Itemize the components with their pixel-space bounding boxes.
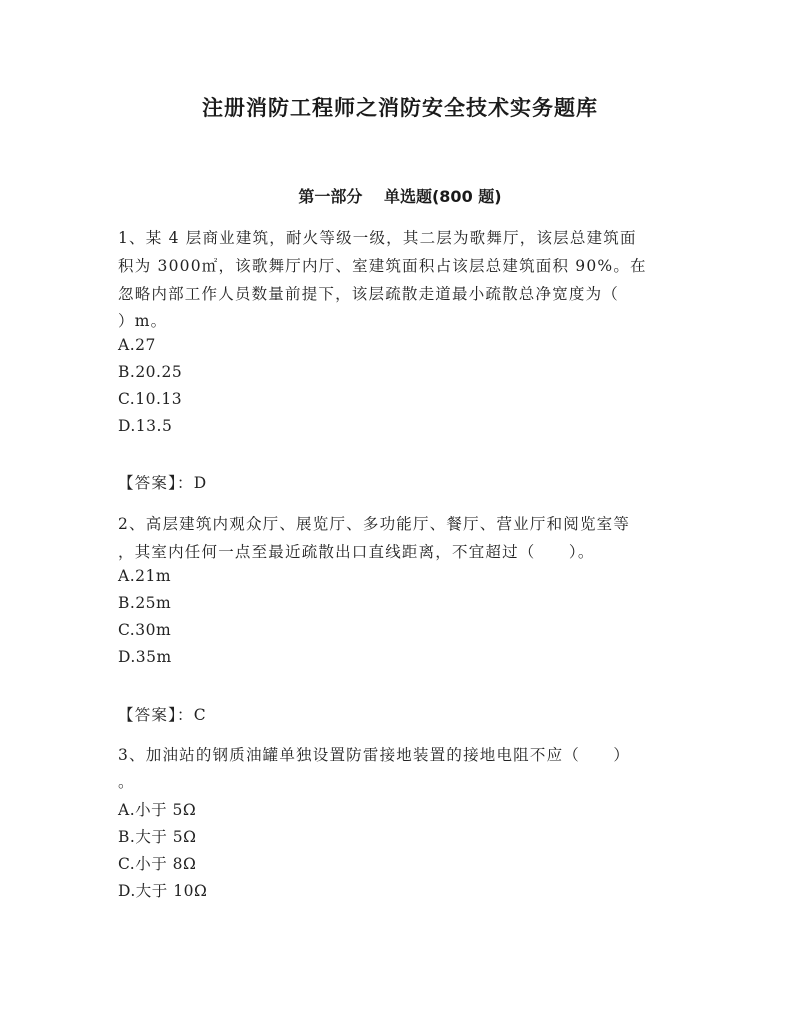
question-1-line-1: 1、某 4 层商业建筑，耐火等级一级，其二层为歌舞厅，该层总建筑面 xyxy=(118,229,637,247)
question-1-line-2: 积为 3000㎡，该歌舞厅内厅、室建筑面积占该层总建筑面积 90%。在 xyxy=(118,257,647,275)
section-part: 第一部分 xyxy=(298,187,363,206)
question-1-option-b: B.20.25 xyxy=(118,363,183,381)
question-2-option-b: B.25m xyxy=(118,594,172,612)
question-1-line-3: 忽略内部工作人员数量前提下，该层疏散走道最小疏散总净宽度为（ xyxy=(118,285,620,303)
question-2-option-a: A.21m xyxy=(118,567,172,585)
question-3-option-c: C.小于 8Ω xyxy=(118,855,197,873)
question-2-line-1: 2、高层建筑内观众厅、展览厅、多功能厅、餐厅、营业厅和阅览室等 xyxy=(118,515,631,533)
question-3-option-b: B.大于 5Ω xyxy=(118,828,197,846)
question-1-option-c: C.10.13 xyxy=(118,390,183,408)
question-3-line-1: 3、加油站的钢质油罐单独设置防雷接地装置的接地电阻不应（ ） xyxy=(118,746,631,764)
question-3-option-a: A.小于 5Ω xyxy=(118,801,197,819)
question-2-line-2: ，其室内任何一点至最近疏散出口直线距离，不宜超过（ ）。 xyxy=(118,543,595,561)
question-2-option-d: D.35m xyxy=(118,648,172,666)
section-name: 单选题(800 题) xyxy=(383,187,502,206)
question-1-answer: 【答案】：D xyxy=(118,474,208,492)
question-3-option-d: D.大于 10Ω xyxy=(118,882,208,900)
question-2-option-c: C.30m xyxy=(118,621,172,639)
section-heading xyxy=(0,184,800,207)
question-1-option-a: A.27 xyxy=(118,336,156,354)
question-1-option-d: D.13.5 xyxy=(118,417,173,435)
document-title: 注册消防工程师之消防安全技术实务题库 xyxy=(202,96,598,120)
question-1-line-4: ）m。 xyxy=(118,312,168,330)
question-2-answer: 【答案】：C xyxy=(118,706,207,724)
question-3-line-2: 。 xyxy=(118,773,135,791)
